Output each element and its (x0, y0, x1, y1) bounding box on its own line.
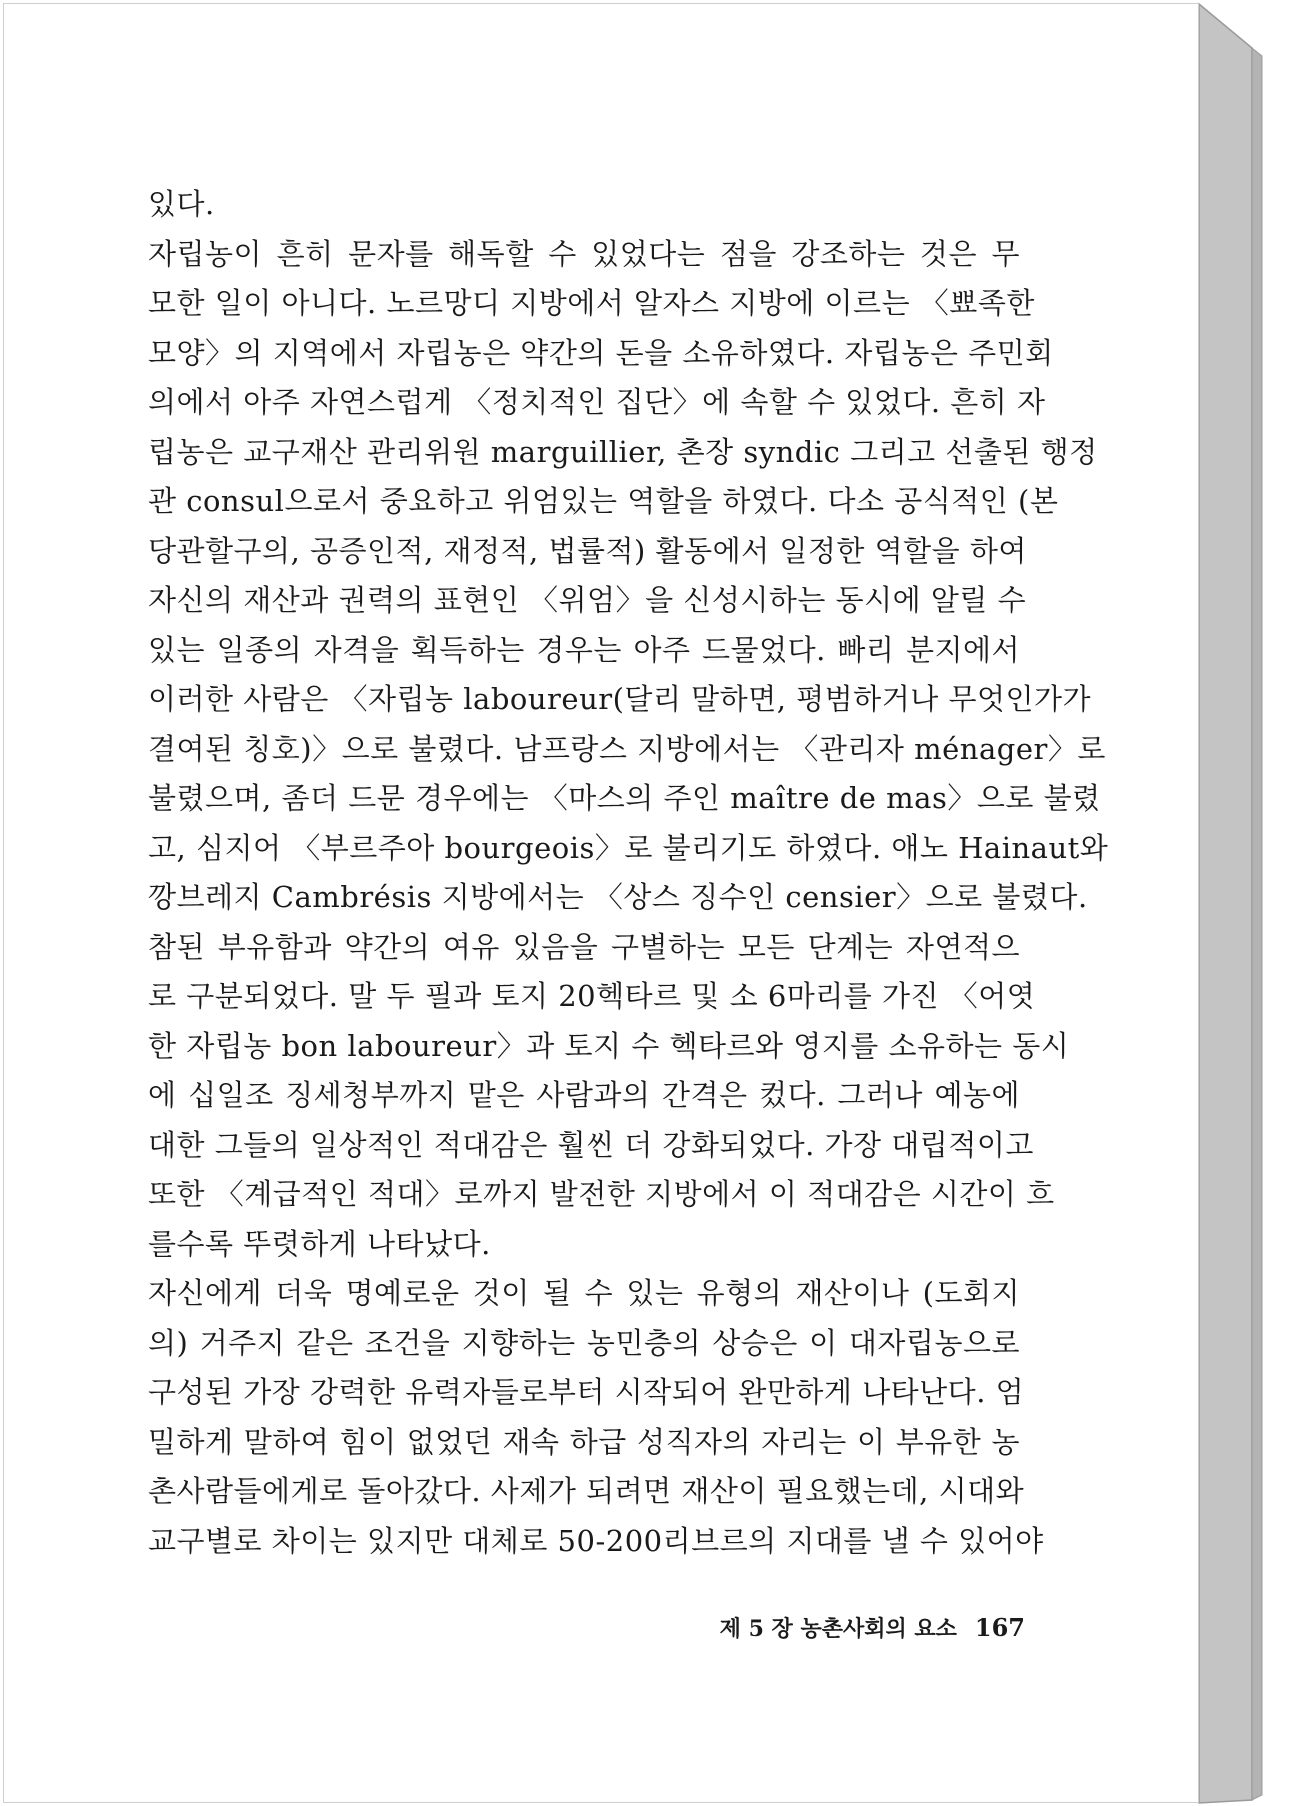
text-line: 의) 거주지 같은 조건을 지향하는 농민층의 상승은 이 대자립농으로 (148, 1325, 1020, 1360)
text-line: 고, 심지어 〈부르주아 bourgeois〉로 불리기도 하였다. 애노 Hainaut와 (148, 830, 1109, 865)
text-line: 불렸으며, 좀더 드문 경우에는 〈마스의 주인 maître de mas〉으로 불렸 (148, 781, 1101, 815)
text-line: 또한 〈계급적인 적대〉로까지 발전한 지방에서 이 적대감은 시간이 흐 (148, 1177, 1055, 1211)
text-line: 밀하게 말하여 힘이 없었던 재속 하급 성직자의 자리는 이 부유한 농 (148, 1424, 1020, 1459)
text-line: 있는 일종의 자격을 획득하는 경우는 아주 드물었다. 빠리 분지에서 (148, 632, 1020, 667)
text-line: 깡브레지 Cambrésis 지방에서는 〈상스 징수인 censier〉으로 불렸다. (148, 880, 1088, 914)
text-line: 자신에게 더욱 명예로운 것이 될 수 있는 유형의 재산이나 (도회지 (148, 1276, 1020, 1310)
text-line: 관 consul으로서 중요하고 위엄있는 역할을 하였다. 다소 공식적인 (본 (148, 484, 1059, 518)
body-text (148, 180, 1109, 1566)
chapter-title: 제 5 장 농촌사회의 요소 (719, 1616, 957, 1642)
text-line: 결여된 칭호)〉으로 불렸다. 남프랑스 지방에서는 〈관리자 ménager〉로 (148, 731, 1106, 766)
text-line: 를수록 뚜렷하게 나타났다. (148, 1226, 491, 1261)
text-line: 립농은 교구재산 관리위원 marguillier, 촌장 syndic 그리고 선출된 행정 (148, 434, 1098, 469)
text-line: 자신의 재산과 권력의 표현인 〈위엄〉을 신성시하는 동시에 알릴 수 (148, 583, 1027, 617)
text-line: 한 자립농 bon laboureur〉과 토지 수 헥타르와 영지를 소유하는 동시 (148, 1028, 1070, 1063)
text-line: 에 십일조 징세청부까지 맡은 사람과의 간격은 컸다. 그러나 예농에 (148, 1078, 1020, 1112)
text-line: 모한 일이 아니다. 노르망디 지방에서 알자스 지방에 이르는 〈뾰족한 (148, 286, 1035, 320)
text-line: 참된 부유함과 약간의 여유 있음을 구별하는 모든 단계는 자연적으 (148, 929, 1020, 964)
page-number: 167 (974, 1613, 1025, 1642)
text-line: 모양〉의 지역에서 자립농은 약간의 돈을 소유하였다. 자립농은 주민회 (148, 335, 1054, 370)
text-line: 구성된 가장 강력한 유력자들로부터 시작되어 완만하게 나타난다. 엄 (148, 1375, 1025, 1409)
text-line: 이러한 사람은 〈자립농 laboureur(달리 말하면, 평범하거나 무엇인가가 (148, 682, 1092, 716)
text-line: 로 구분되었다. 말 두 필과 토지 20헥타르 및 소 6마리를 가진 〈어엿 (148, 979, 1036, 1013)
text-line: 자립농이 흔히 문자를 해독할 수 있었다는 점을 강조하는 것은 무 (148, 236, 1020, 271)
text-line: 대한 그들의 일상적인 적대감은 훨씬 더 강화되었다. 가장 대립적이고 (148, 1127, 1034, 1162)
running-footer (720, 1612, 1025, 1643)
text-line: 있다. (148, 187, 215, 221)
text-line: 당관할구의, 공증인적, 재정적, 법률적) 활동에서 일정한 역할을 하여 (148, 533, 1027, 568)
text-line: 의에서 아주 자연스럽게 〈정치적인 집단〉에 속할 수 있었다. 흔히 자 (148, 385, 1046, 419)
text-line: 촌사람들에게로 돌아갔다. 사제가 되려면 재산이 필요했는데, 시대와 (148, 1474, 1025, 1508)
text-line: 교구별로 차이는 있지만 대체로 50-200리브르의 지대를 낼 수 있어야 (148, 1523, 1044, 1558)
